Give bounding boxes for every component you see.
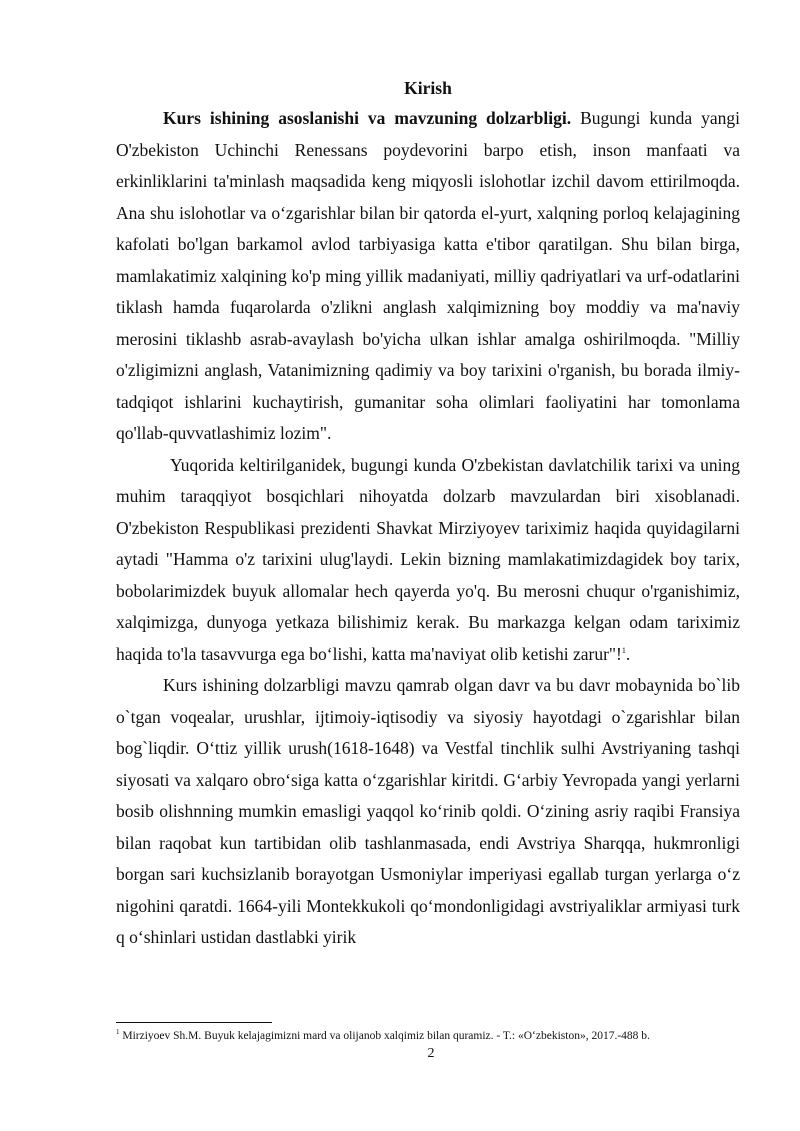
paragraph-intro (116, 103, 740, 450)
document-body (116, 73, 740, 954)
page-number: 2 (427, 1046, 435, 1061)
paragraph-lead-bold: Kurs ishining asoslanishi va mavzuning dolzarbligi. (163, 108, 572, 128)
paragraph-intro-text: Bugungi kunda yangi O'zbekiston Uchinchi Renessans poydevorini barpo etish, inson manfaati va erkinliklarini ta'minlash maqsadida keng miqyosli islohotlar izchil davom ettirilmoqda. Ana shu islohotlar va o‘zgarishlar bilan bir qatorda el-yurt, xalqning porloq kelajagining kafolati bo'lgan barkamol avlod tarbiyasiga katta e'tibor qaratilgan. Shu bilan birga, mamlakatimiz xalqining ko'p ming yillik madaniyati, milliy qadriyatlari va urf-odatlarini tiklash hamda fuqarolarda o'zlikni anglash xalqimizning boy moddiy va ma'naviy merosini tiklashb asrab-avaylash bo'yicha ulkan ishlar amalga oshirilmoqda. "Milliy o'zligimizni anglash, Vatanimizning qadimiy va boy tarixini o'rganish, bu borada ilmiy-tadqiqot ishlarini kuchaytirish, gumanitar soha olimlari faoliyatini har tomonlama qo'llab-quvvatlashimiz lozim". (116, 108, 740, 443)
paragraph-relevance (116, 670, 740, 954)
footnote-text: Mirziyoev Sh.M. Buyuk kelajagimizni mard va olijanob xalqimiz bilan quramiz. - T.: «O‘zbekiston», 2017.-488 b. (119, 1030, 650, 1042)
paragraph-history-text: Yuqorida keltirilganidek, bugungi kunda O'zbekistan davlatchilik tarixi va uning muhim taraqqiyot bosqichlari nihoyatda dolzarb mavzulardan biri xisoblanadi. O'zbekiston Respublikasi prezidenti Shavkat Mirziyoyev tariximiz haqida quyidagilarni aytadi "Hamma o'z tarixini ulug'laydi. Lekin bizning mamlakatimizdagidek boy tarix, bobolarimizdek buyuk allomalar hech qayerda yo'q. Bu merosni chuqur o'rganishimiz, xalqimizga, dunyoga yetkaza bilishimiz kerak. Bu markazga kelgan odam tariximiz haqida to'la tasavvurga ega bo‘lishi, katta ma'naviyat olib ketishi zarur"! (116, 454, 740, 664)
paragraph-relevance-text: Kurs ishining dolzarbligi mavzu qamrab olgan davr va bu davr mobaynida bo`lib o`tgan voqealar, urushlar, ijtimoiy-iqtisodiy va siyosiy hayotdagi o`zgarishlar bilan bog`liqdir. O‘ttiz yillik urush(1618-1648) va Vestfal tinchlik sulhi Avstriyaning tashqi siyosati va xalqaro obro‘siga katta o‘zgarishlar kiritdi. G‘arbiy Yevropada yangi yerlarni bosib olishnning mumkin emasligi yaqqol ko‘rinib qoldi. O‘zining asriy raqibi Fransiya bilan raqobat kun tartibidan olib tashlanmasada, endi Avstriya Sharqqa, hukmronligi borgan sari kuchsizlanib borayotgan Usmoniylar imperiyasi egallab turgan yerlarga o‘z nigohini qaratdi. 1664-yili Montekkukoli qo‘mondonligidagi avstriyaliklar armiyasi turk q o‘shinlari ustidan dastlabki yirik (116, 675, 740, 947)
section-heading: Kirish (404, 78, 452, 98)
footnote-marker: 1 (116, 1028, 120, 1037)
paragraph-history (116, 450, 740, 671)
paragraph-history-tail: . (625, 643, 631, 664)
footnote-reference[interactable]: 1 (621, 645, 626, 655)
footnote (116, 1029, 756, 1043)
footnote-divider (116, 1022, 272, 1023)
